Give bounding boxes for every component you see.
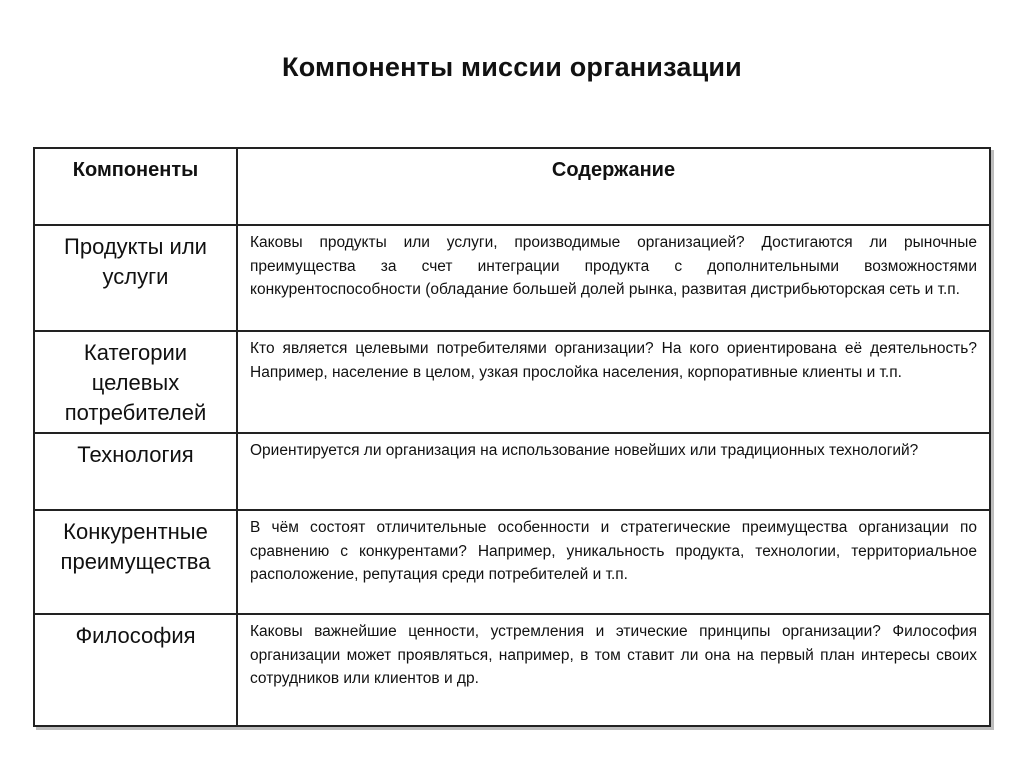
table-row — [35, 614, 989, 725]
component-description: Кто является целевыми потребителями организации? На кого ориентирована её деятельность? Например, население в целом, узкая прослойка населения, корпоративные клиенты и т.п. — [237, 331, 989, 433]
mission-components-table — [33, 147, 991, 727]
component-description: В чём состоят отличительные особенности и стратегические преимущества организации по сравнению с конкурентами? Например, уникальность продукта, технологии, территориальное расположение, репутация среди потребителей и т.п. — [237, 510, 989, 614]
table-row — [35, 331, 989, 433]
component-description: Каковы важнейшие ценности, устремления и этические принципы организации? Философия организации может проявляться, например, в том ставит ли она на первый план интересы своих сотрудников или клиентов и др. — [237, 614, 989, 725]
table-header-row — [35, 149, 989, 225]
table-row — [35, 510, 989, 614]
component-name: Технология — [35, 433, 237, 510]
page-title: Компоненты миссии организации — [282, 52, 742, 82]
component-name: Категории целевых потребителей — [35, 331, 237, 433]
column-header-content: Содержание — [237, 149, 989, 225]
component-name: Продукты или услуги — [35, 225, 237, 331]
column-header-components: Компоненты — [35, 149, 237, 225]
table-row — [35, 225, 989, 331]
component-name: Конкурентные преимущества — [35, 510, 237, 614]
component-name: Философия — [35, 614, 237, 725]
table-row — [35, 433, 989, 510]
component-description: Каковы продукты или услуги, производимые организацией? Достигаются ли рыночные преимущества за счет интеграции продукта с дополнительными возможностями конкурентоспособности (обладание большей долей рынка, развитая дистрибьюторская сеть и т.п. — [237, 225, 989, 331]
component-description: Ориентируется ли организация на использование новейших или традиционных технологий? — [237, 433, 989, 510]
